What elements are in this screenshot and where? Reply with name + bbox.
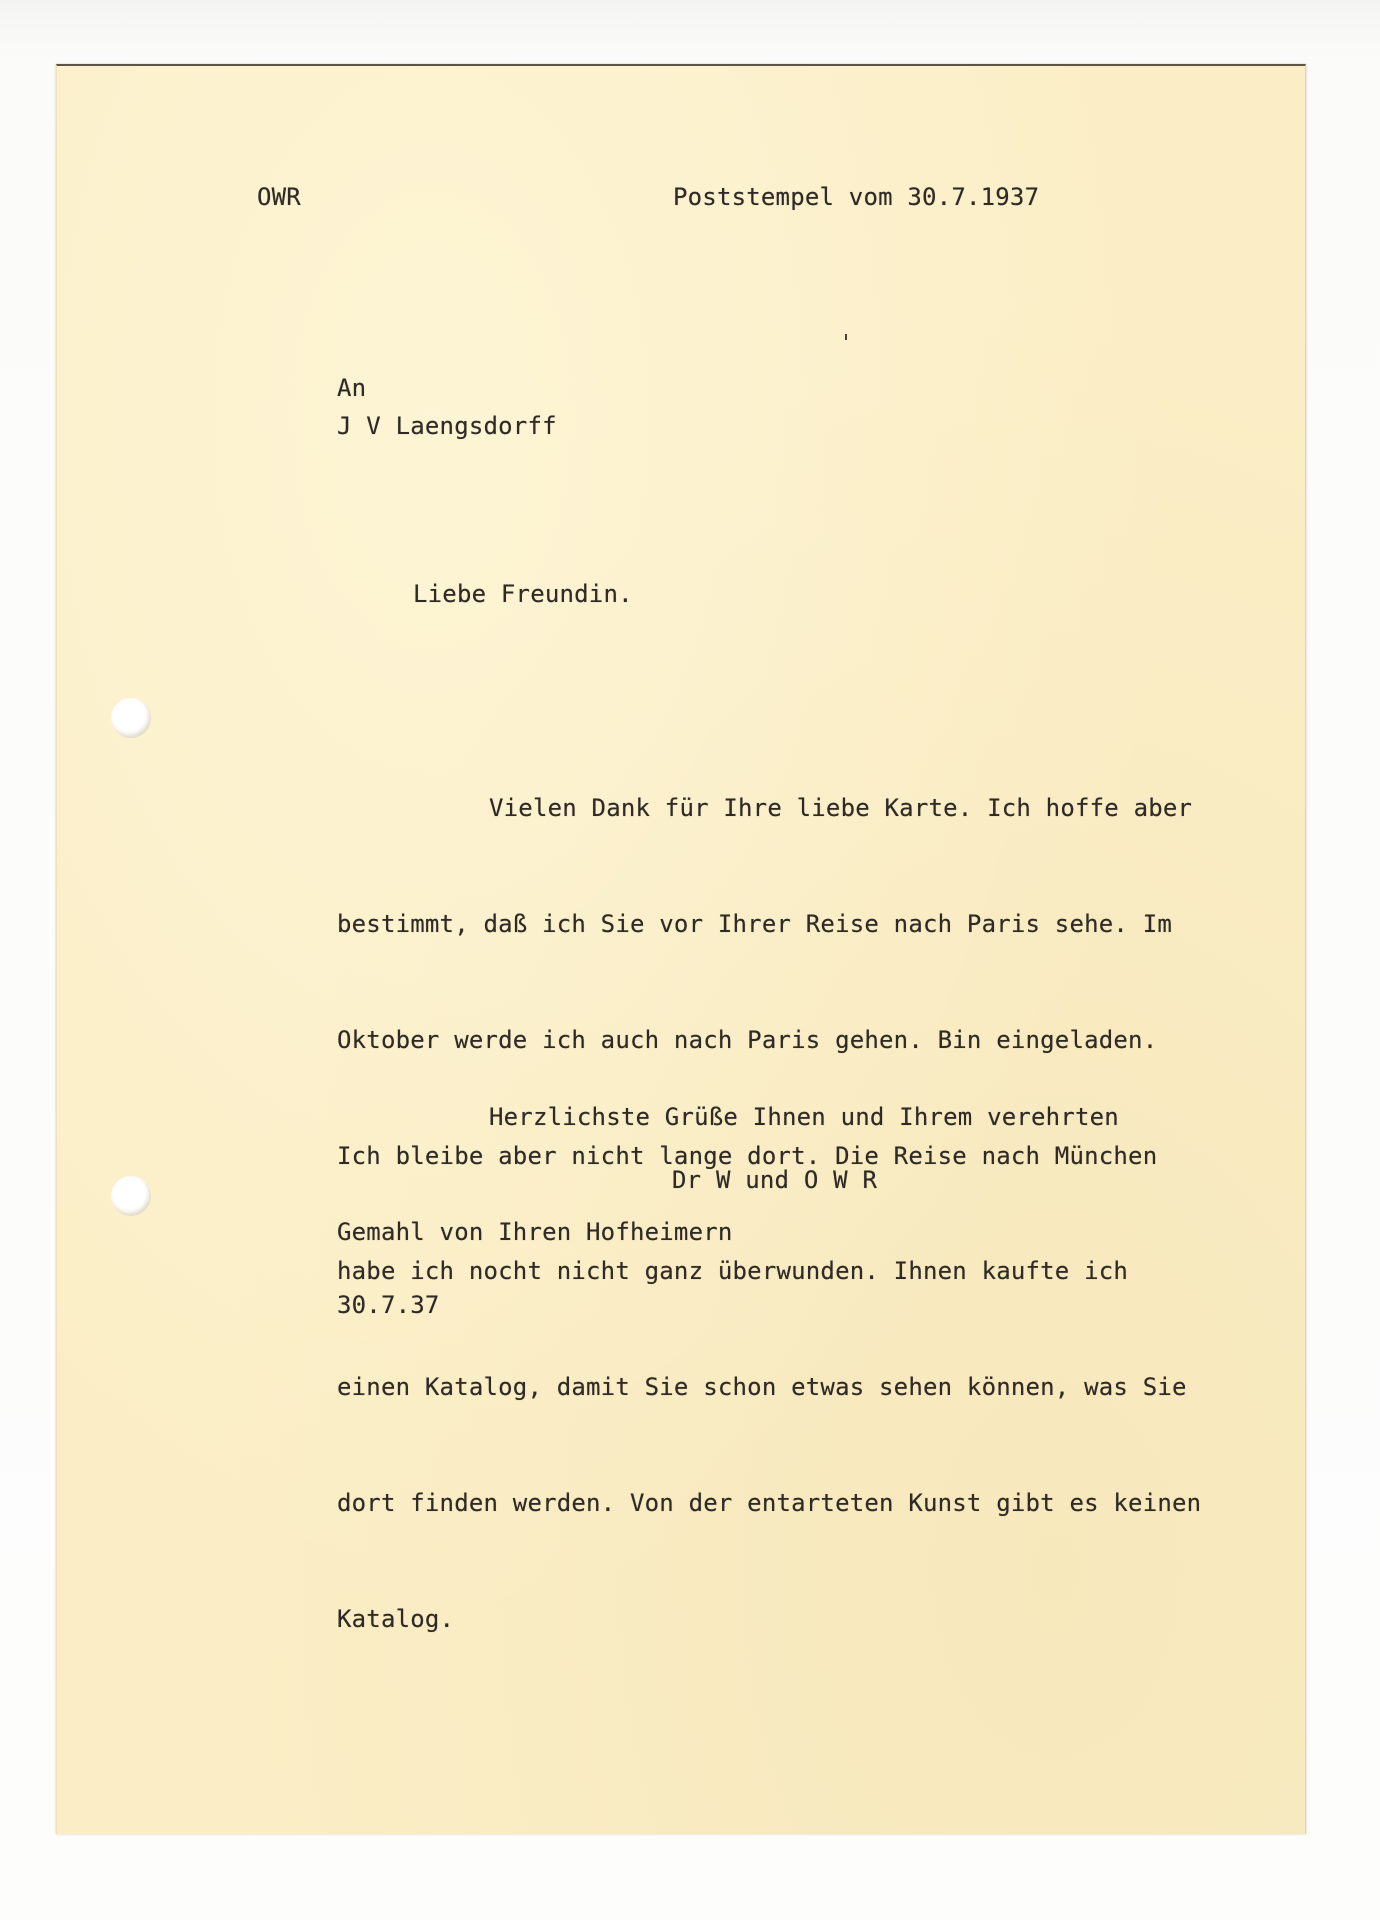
body-line: Vielen Dank für Ihre liebe Karte. Ich hoffe aber [489,794,1193,823]
body-line: Ich bleibe aber nicht lange dort. Die Reise nach München [337,1141,1158,1170]
body-line: dort finden werden. Von der entarteten Kunst gibt es keinen [337,1488,1202,1517]
closing-line: Gemahl von Ihren Hofheimern [337,1218,733,1247]
letter-date: 30.7.37 [337,1291,440,1319]
postmark-date: Poststempel vom 30.7.1937 [673,183,1040,211]
sender-initials: OWR [257,183,301,211]
recipient-name: J V Laengsdorff [337,412,557,440]
body-line: Katalog. [337,1604,455,1633]
body-line: habe ich nocht nicht ganz überwunden. Ihnen kaufte ich [337,1257,1129,1286]
paper-speck [845,334,847,340]
salutation: Liebe Freundin. [413,580,633,608]
letter-page [56,64,1306,1834]
body-line: Oktober werde ich auch nach Paris gehen. Bin eingeladen. [337,1025,1158,1054]
body-line: einen Katalog, damit Sie schon etwas sehen können, was Sie [337,1373,1187,1402]
punch-hole [111,1176,151,1216]
closing-line: Herzlichste Grüße Ihnen und Ihrem verehrten [489,1103,1119,1132]
punch-hole [111,698,151,738]
recipient-label: An [337,374,367,402]
signature: Dr W und O W R [672,1166,878,1194]
body-line: bestimmt, daß ich Sie vor Ihrer Reise nach Paris sehe. Im [337,909,1173,938]
